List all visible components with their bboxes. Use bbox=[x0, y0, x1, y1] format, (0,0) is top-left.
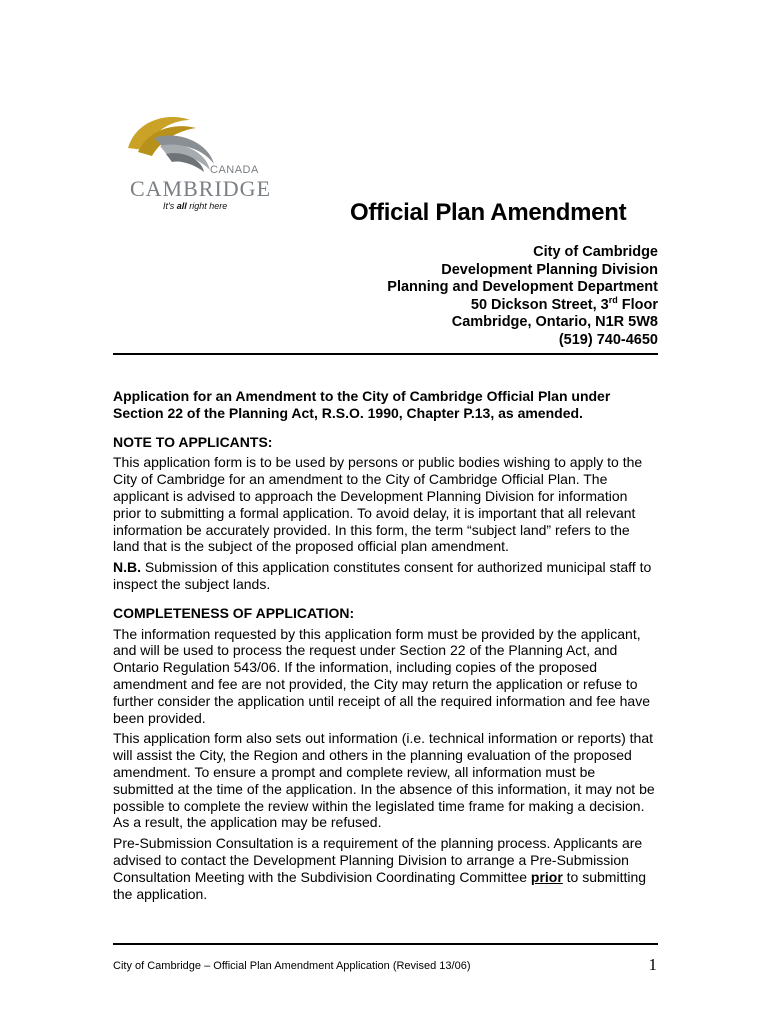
address-postal: Cambridge, Ontario, N1R 5W8 bbox=[451, 314, 658, 330]
address-street: 50 Dickson Street, 3rd Floor bbox=[470, 294, 658, 313]
completeness-paragraph-1: The information requested by this application form must be provided by the applicant, and will be used to process the request under Section 22 of the Planning Act, and Ontario Regulation 543/06. If the information, including copies of the proposed amendment and fee are not provided, the City may return the application or refuse to further consider the application until receipt of all the required information and fee have been provided. bbox=[113, 625, 650, 726]
document-body bbox=[113, 388, 658, 906]
address-phone: (519) 740-4650 bbox=[558, 331, 658, 348]
address-city: City of Cambridge bbox=[533, 244, 658, 260]
footer-divider bbox=[113, 943, 658, 945]
document-title: Official Plan Amendment bbox=[350, 199, 627, 226]
header-divider bbox=[113, 353, 658, 355]
address-block bbox=[387, 244, 658, 349]
presubmission-paragraph: Pre-Submission Consultation is a requirement of the planning process. Applicants are advised to contact the Development Planning Division to arrange a Pre-Submission Consultation Meeting with the Subdivision Coordinating Committee prior to submitting the application. bbox=[113, 835, 647, 902]
logo-cambridge-text: CAMBRIDGE bbox=[130, 176, 272, 201]
cambridge-logo bbox=[118, 108, 272, 218]
address-division: Development Planning Division bbox=[441, 261, 658, 278]
footer-text: City of Cambridge – Official Plan Amendment Application (Revised 13/06) bbox=[113, 960, 471, 972]
completeness-heading: COMPLETENESS OF APPLICATION: bbox=[113, 604, 355, 621]
note-paragraph: This application form is to be used by persons or public bodies wishing to apply to the City of Cambridge for an amendment to the City of Cambridge Official Plan. The applicant is advised to approach the Development Planning Division for information prior to submitting a formal application. To avoid delay, it is important that all relevant information be accurately provided. In this form, the term “subject land” refers to the land that is the subject of the proposed official plan amendment. bbox=[113, 454, 643, 555]
note-heading: NOTE TO APPLICANTS: bbox=[113, 433, 273, 450]
logo-tagline: It's all right here bbox=[163, 201, 228, 211]
nb-paragraph: N.B. Submission of this application constitutes consent for authorized municipal staff to inspect the subject lands. bbox=[113, 559, 652, 592]
lead-paragraph: Application for an Amendment to the City of Cambridge Official Plan under Section 22 of the Planning Act, R.S.O. 1990, Chapter P.13, as amended. bbox=[113, 388, 611, 421]
page-number: 1 bbox=[648, 955, 657, 974]
address-department: Planning and Development Department bbox=[387, 279, 658, 295]
completeness-paragraph-2: This application form also sets out information (i.e. technical information or reports) that will assist the City, the Region and others in the planning evaluation of the proposed amendment. To ensure a prompt and complete review, all information must be submitted at the time of the application. In the absence of this information, it may not be possible to complete the review within the legislated time frame for making a decision. As a result, the application may be refused. bbox=[113, 730, 655, 831]
logo-canada-text: CANADA bbox=[210, 164, 259, 176]
